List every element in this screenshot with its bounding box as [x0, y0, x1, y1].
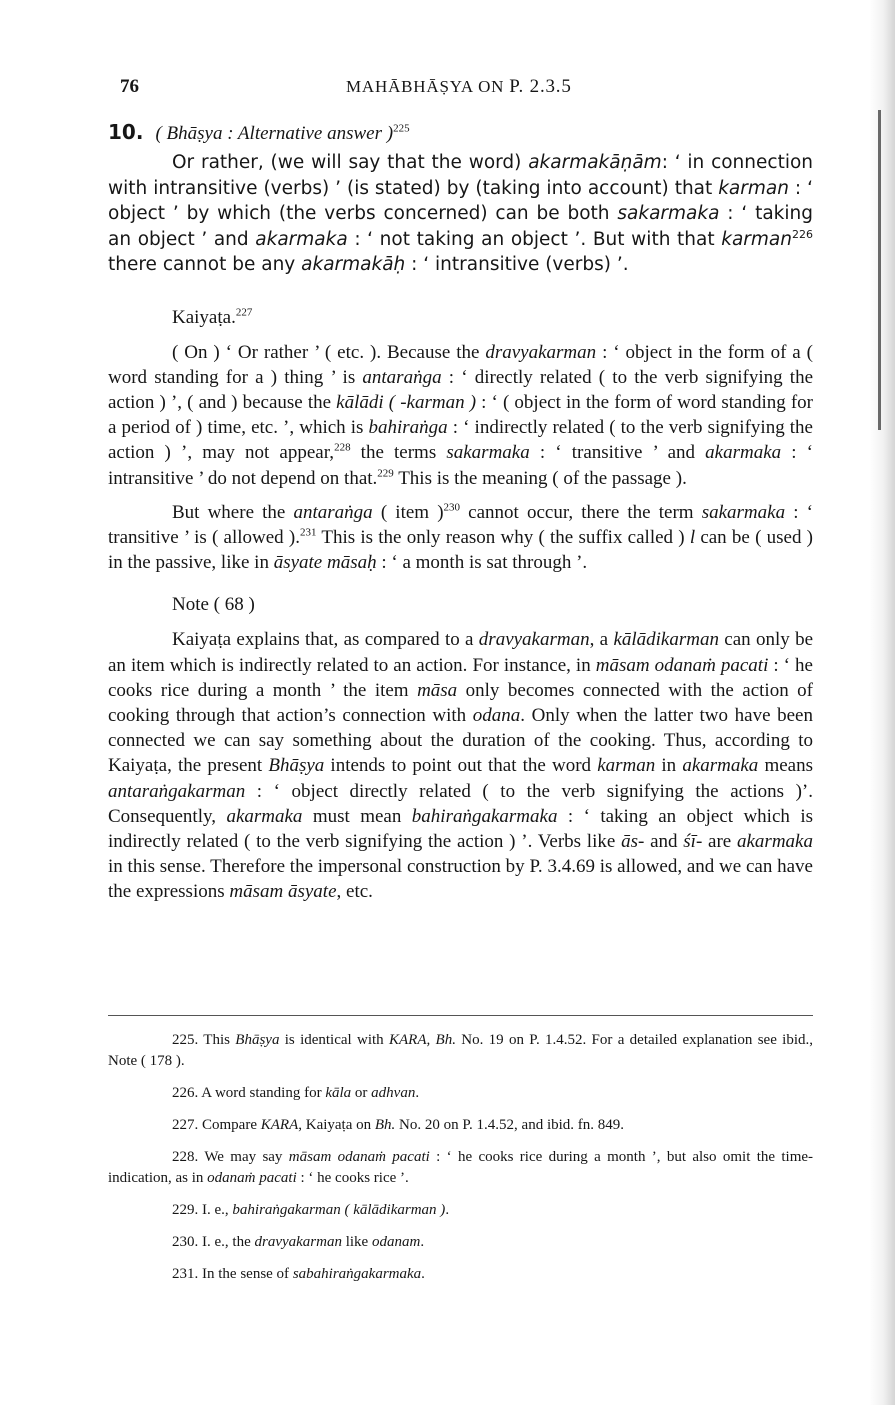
- sanskrit-term: sakarmaka: [701, 501, 786, 523]
- text-run: This: [203, 1032, 236, 1048]
- sanskrit-term: māsam āsyate: [229, 881, 337, 903]
- footnote-number: 228.: [172, 1149, 199, 1165]
- sanskrit-term: bahiraṅgakarman ( kālādikarman ): [232, 1202, 446, 1218]
- sanskrit-term: karman: [718, 177, 789, 199]
- text-run: A word standing for: [201, 1085, 326, 1101]
- section-heading: [108, 120, 813, 146]
- text-run: Or rather, (we will say that the word): [172, 152, 529, 173]
- text-run: : ‘ taking an object ’ and: [108, 203, 813, 250]
- text-run: No. 19 on P. 1.4.52. For a detailed explanation see ibid., Note ( 178 ).: [108, 1032, 814, 1069]
- sanskrit-term: bahiraṅgakarmaka: [411, 805, 558, 827]
- text-run: But where the: [172, 501, 294, 523]
- text-run: : ‘ ( object in the form of word standing for a period of ) time, etc. ’, which is: [108, 391, 813, 439]
- main-text: [108, 120, 813, 914]
- sanskrit-term: antaraṅgakarman: [108, 780, 246, 802]
- sanskrit-term: karman: [597, 755, 656, 777]
- text-run: : ‘ he cooks rice during a month ’ the item: [108, 654, 813, 701]
- text-run: , a: [589, 629, 614, 651]
- footnote-227: [108, 1115, 813, 1136]
- sanskrit-term: dravyakarman: [254, 1234, 342, 1250]
- footnote-226: [108, 1083, 813, 1104]
- sanskrit-term: odanaṁ pacati: [207, 1170, 297, 1186]
- text-run: , etc.: [336, 881, 373, 903]
- running-title-reference: P. 2.3.5: [509, 76, 572, 97]
- text-run: : ‘ he cooks rice during a month ’, but also omit the time-indication, as in: [108, 1149, 814, 1186]
- kaiyata-paragraph-1: [108, 340, 813, 491]
- footnote-ref: 231: [299, 526, 317, 539]
- text-run: : ‘ object in the form of a ( word standing for a ) thing ’ is: [108, 341, 813, 388]
- sanskrit-term: l: [689, 526, 696, 548]
- running-title-text: MAHĀBHĀṢYA ON: [346, 77, 505, 96]
- text-run: in: [655, 755, 683, 777]
- sanskrit-term: odana: [472, 704, 521, 726]
- text-run: and: [644, 830, 684, 852]
- footnote-230: [108, 1232, 813, 1253]
- sanskrit-term: adhvan: [371, 1085, 416, 1101]
- text-run: I. e., the: [202, 1234, 255, 1250]
- sanskrit-term: akarmaka: [705, 442, 782, 464]
- footnote-ref: 229: [377, 467, 394, 480]
- footnote-ref: 227: [235, 306, 253, 319]
- text-run: : ‘ intransitive ’ do not depend on that.: [108, 442, 813, 489]
- sanskrit-term: antaraṅga: [362, 366, 442, 388]
- sanskrit-term: KARA, Bh.: [389, 1032, 456, 1048]
- text-run: We may say: [204, 1149, 289, 1165]
- kaiyata-heading: [172, 306, 813, 330]
- sanskrit-term: māsam odanaṁ pacati: [595, 654, 769, 676]
- text-run: .: [415, 1085, 420, 1101]
- sanskrit-term: māsam odanaṁ pacati: [288, 1149, 430, 1165]
- footnote-ref: 226: [792, 227, 813, 241]
- sanskrit-term: Bhāṣya: [235, 1032, 280, 1048]
- footnote-number: 229.: [172, 1202, 199, 1218]
- sanskrit-term: odanam: [371, 1234, 421, 1250]
- text-run: cannot occur, there the term: [460, 501, 702, 523]
- text-run: In the sense of: [202, 1266, 293, 1282]
- text-run: . Only when the latter two have been connected we can say something about the duration of the cooking. Thus, according to Kaiyaṭa, the present: [108, 704, 813, 777]
- text-run: I. e.,: [202, 1202, 233, 1218]
- text-run: must mean: [302, 805, 412, 827]
- footnotes: [108, 1030, 813, 1296]
- text-run: .: [421, 1266, 425, 1282]
- sanskrit-term: akarmaka: [682, 755, 759, 777]
- kaiyata-paragraph-2: [108, 500, 813, 576]
- text-run: No. 20 on P. 1.4.52, and ibid. fn. 849.: [395, 1117, 625, 1133]
- text-run: are: [702, 830, 737, 852]
- sanskrit-term: sabahiraṅgakarmaka: [292, 1266, 422, 1282]
- text-run: only becomes connected with the action of cooking through that action’s connection with: [108, 679, 813, 726]
- text-run: ( item ): [372, 501, 444, 523]
- footnote-number: 226.: [172, 1085, 199, 1101]
- footnote-number: 225.: [172, 1032, 199, 1048]
- sanskrit-term: KARA: [260, 1117, 299, 1133]
- scan-edge-shadow: [869, 0, 895, 1405]
- section-number: 10.: [108, 120, 144, 144]
- footnote-225: [108, 1030, 813, 1072]
- section-title: ( Bhāṣya : Alternative answer ): [155, 123, 394, 144]
- sanskrit-term: dravyakarman: [485, 341, 597, 363]
- running-title: [346, 76, 572, 98]
- text-run: can be ( used ) in the passive, like in: [108, 526, 814, 574]
- text-run: : ‘ object directly related ( to the verb signifying the actions )’. Consequently,: [108, 780, 813, 827]
- sanskrit-term: māsa: [417, 679, 458, 701]
- text-run: : ‘ object ’ by which (the verbs concerned) can be both: [108, 177, 813, 224]
- text-run: This is the meaning ( of the passage ).: [393, 467, 687, 489]
- footnote-number: 227.: [172, 1117, 199, 1133]
- text-run: .: [420, 1234, 425, 1250]
- text-run: there cannot be any: [108, 254, 302, 275]
- text-run: Compare: [202, 1117, 261, 1133]
- sanskrit-term: akarmaka: [255, 228, 348, 250]
- sanskrit-term: āsyate māsaḥ: [273, 552, 377, 574]
- text-run: : ‘ in connection with intransitive (verbs) ’ (is stated) by (taking into account) that: [108, 152, 813, 199]
- page-header: [120, 76, 820, 100]
- sanskrit-term: kāla: [325, 1085, 352, 1101]
- text-run: : ‘ transitive ’ and: [529, 442, 706, 464]
- text-run: .: [445, 1202, 450, 1218]
- sanskrit-term: bahiraṅga: [368, 417, 448, 439]
- sanskrit-term: kālādikarman: [613, 629, 719, 651]
- footnote-ref: 228: [334, 441, 351, 454]
- sanskrit-term: sakarmaka: [446, 442, 530, 464]
- note-heading: Note ( 68 ): [172, 594, 255, 616]
- sanskrit-term: kālādi ( -karman ): [336, 391, 477, 413]
- text-run: the terms: [350, 442, 447, 464]
- footnote-231: [108, 1264, 813, 1285]
- text-run: : ‘ indirectly related ( to the verb signifying the action ) ’, may not appear,: [108, 417, 813, 464]
- footnote-number: 231.: [172, 1266, 199, 1282]
- sanskrit-term: akarmaka: [737, 830, 813, 852]
- text-run: : ‘ a month is sat through ’.: [376, 552, 588, 574]
- sanskrit-term: akarmakāḥ: [301, 254, 406, 275]
- text-run: , Kaiyaṭa on: [298, 1117, 375, 1133]
- page-number: 76: [120, 76, 139, 97]
- text-run: : ‘ taking an object which is indirectly related ( to the verb signifying the action ) ’. Verbs like: [108, 805, 813, 852]
- text-run: : ‘ not taking an object ’. But with that: [347, 228, 722, 250]
- sanskrit-term: Bh.: [374, 1117, 396, 1133]
- sanskrit-term: dravyakarman: [478, 629, 590, 651]
- text-run: like: [341, 1234, 372, 1250]
- kaiyata-heading-text: Kaiyaṭa.: [172, 306, 236, 328]
- text-run: means: [758, 755, 813, 777]
- sanskrit-term: karman: [721, 228, 792, 250]
- scan-edge-mark: [878, 110, 881, 430]
- bhashya-paragraph: [108, 150, 813, 278]
- sanskrit-term: sakarmaka: [617, 203, 720, 224]
- text-run: : ‘ transitive ’ is ( allowed ).: [108, 501, 813, 548]
- text-run: can only be an item which is indirectly related to an action. For instance, in: [108, 629, 814, 676]
- footnote-ref: 225: [393, 122, 410, 135]
- footnote-228: [108, 1147, 813, 1189]
- text-run: ( On ) ‘ Or rather ’ ( etc. ). Because the: [172, 341, 486, 363]
- text-run: This is the only reason why ( the suffix called ): [316, 526, 690, 548]
- footnote-number: 230.: [172, 1234, 199, 1250]
- text-run: : ‘ directly related ( to the verb signifying the action ) ’, ( and ) because the: [108, 366, 814, 413]
- text-run: : ‘ he cooks rice ’.: [296, 1170, 409, 1186]
- footnote-229: [108, 1200, 813, 1221]
- sanskrit-term: akarmakāṇām: [528, 152, 662, 173]
- text-run: or: [351, 1085, 372, 1101]
- text-run: Kaiyaṭa explains that, as compared to a: [172, 629, 479, 651]
- sanskrit-term: antaraṅga: [293, 501, 373, 523]
- footnote-divider: [108, 1015, 813, 1016]
- note-paragraph: [108, 627, 813, 904]
- text-run: is identical with: [279, 1032, 389, 1048]
- text-run: intends to point out that the word: [324, 755, 598, 777]
- sanskrit-term: ās-: [621, 830, 645, 852]
- sanskrit-term: Bhāṣya: [268, 755, 325, 777]
- text-run: in this sense. Therefore the impersonal construction by P. 3.4.69 is allowed, and we can have the expressions: [108, 856, 813, 903]
- sanskrit-term: śī-: [683, 830, 703, 852]
- sanskrit-term: akarmaka: [226, 805, 303, 827]
- footnote-ref: 230: [443, 501, 461, 514]
- text-run: : ‘ intransitive (verbs) ’.: [405, 254, 629, 275]
